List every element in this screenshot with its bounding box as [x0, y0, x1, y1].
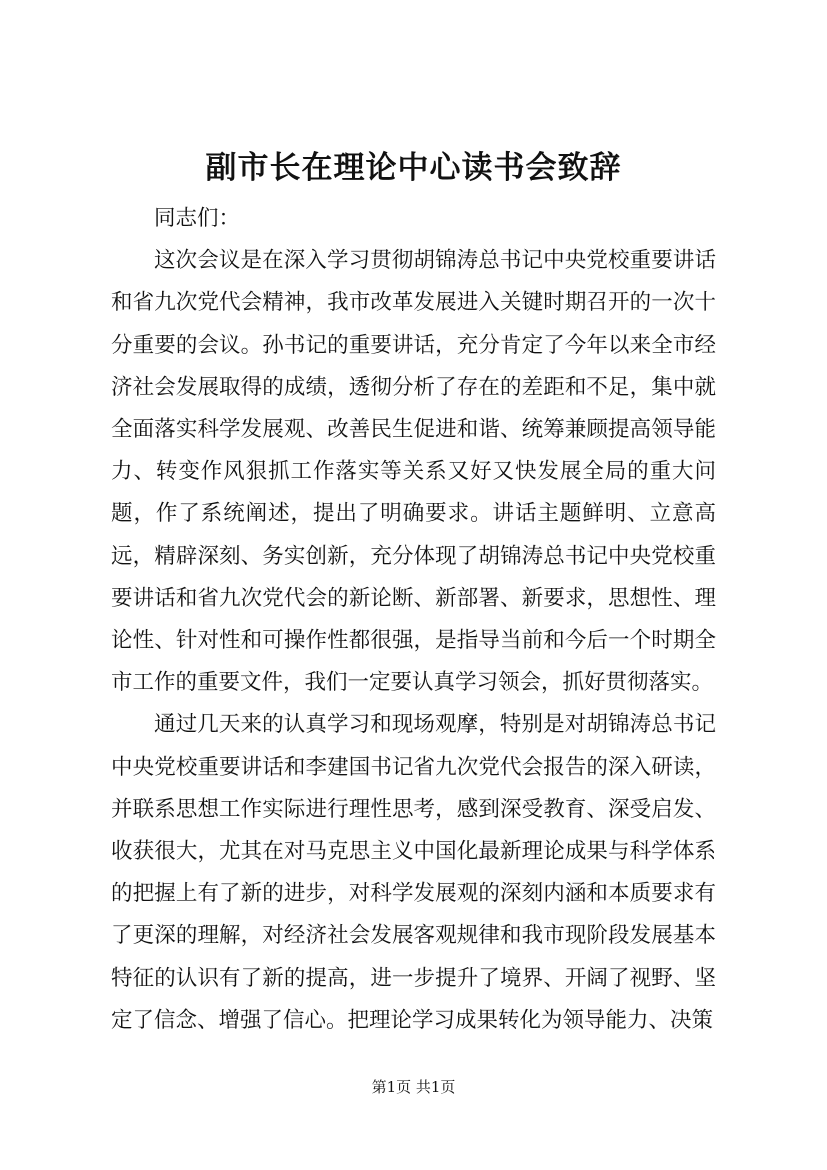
- document-body: [111, 198, 716, 1042]
- greeting-line: 同志们：: [154, 206, 241, 231]
- page-number-footer: 第1页 共1页: [371, 1078, 456, 1096]
- document-title: 副市长在理论中心读书会致辞: [205, 150, 622, 186]
- paragraph-2: 通过几天来的认真学习和现场观摩，特别是对胡锦涛总书记中央党校重要讲话和李建国书记省九次党代会报告的深入研读，并联系思想工作实际进行理性思考，感到深受教育、深受启发、收获很大，尤其在对马克思主义中国化最新理论成果与科学体系的把握上有了新的进步，对科学发展观的深刻内涵和本质要求有了更深的理解，对经济社会发展客观规律和我市现阶段发展基本特征的认识有了新的提高，进一步提升了境界、开阔了视野、坚定了信念、增强了信心。把理论学习成果转化为领导能力、决策: [111, 712, 716, 1033]
- paragraph-1: 这次会议是在深入学习贯彻胡锦涛总书记中央党校重要讲话和省九次党代会精神，我市改革发展进入关键时期召开的一次十分重要的会议。孙书记的重要讲话，充分肯定了今年以来全市经济社会发展取得的成绩，透彻分析了存在的差距和不足，集中就全面落实科学发展观、改善民生促进和谐、统筹兼顾提高领导能力、转变作风狠抓工作落实等关系又好又快发展全局的重大问题，作了系统阐述，提出了明确要求。讲话主题鲜明、立意高远，精辟深刻、务实创新，充分体现了胡锦涛总书记中央党校重要讲话和省九次党代会的新论断、新部署、新要求，思想性、理论性、针对性和可操作性都很强，是指导当前和今后一个时期全市工作的重要文件，我们一定要认真学习领会，抓好贯彻落实。: [111, 248, 716, 696]
